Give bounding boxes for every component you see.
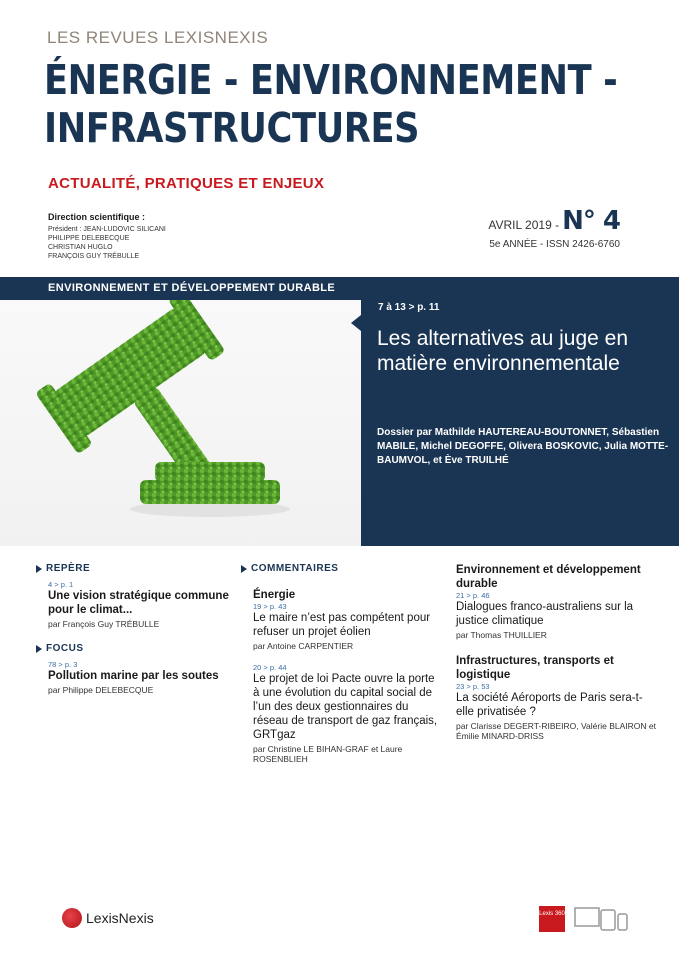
arrow-right-icon — [241, 565, 247, 573]
article-byline: par Philippe DELEBECQUE — [48, 685, 154, 695]
section-header-focus — [36, 643, 238, 654]
green-gavel-icon — [0, 277, 361, 546]
article-title: Le projet de loi Pacte ouvre la porte à une évolution du capital social de l’un des deux gestionnaires du réseau de transport de gaz français, GRTgaz — [253, 673, 438, 741]
article-title: Une vision stratégique commune pour le climat... — [48, 590, 229, 616]
scientific-direction — [48, 212, 166, 261]
section-heading: REPÈRE — [46, 563, 91, 574]
article-title: Le maire n’est pas compétent pour refuser un projet éolien — [253, 612, 431, 638]
hero-authors: Dossier par Mathilde HAUTEREAU-BOUTONNET, Sébastien MABILE, Michel DEGOFFE, Olivera BOSKOVIC, Julia MOTTE-BAUMVOL, et Ève TRUILHÉ — [377, 427, 669, 466]
lexis360-logo: Lexis 360 — [539, 906, 565, 932]
column-env-infra — [456, 563, 656, 741]
journal-title — [44, 56, 617, 152]
hero-ref: 7 à 13 > p. 11 — [378, 302, 440, 313]
article-byline: par Clarisse DEGERT-RIBEIRO, Valérie BLAIRON et Émilie MINARD-DRISS — [456, 721, 656, 741]
section-heading: COMMENTAIRES — [251, 563, 339, 574]
section-header-repere — [36, 563, 238, 574]
issue-date: AVRIL 2019 - — [488, 218, 560, 232]
lexisnexis-logo — [62, 908, 154, 928]
devices-icon — [573, 906, 629, 932]
hero-image — [0, 277, 361, 546]
hero-title: Les alternatives au juge en matière environnementale — [377, 327, 629, 375]
arrow-right-icon — [36, 645, 42, 653]
article-title: Pollution marine par les soutes — [48, 670, 219, 682]
hero-tag: ENVIRONNEMENT ET DÉVELOPPEMENT DURABLE — [0, 277, 361, 300]
issue-year-issn: 5e ANNÉE - ISSN 2426-6760 — [489, 239, 620, 250]
hero-panel — [361, 277, 679, 546]
title-line-2: INFRASTRUCTURES — [44, 104, 420, 152]
column-commentaires — [253, 563, 443, 764]
direction-label: Direction scientifique : — [48, 212, 146, 222]
journal-subtitle: ACTUALITÉ, PRATIQUES ET ENJEUX — [48, 175, 325, 192]
section-header-commentaires — [241, 563, 443, 574]
column-repere-focus — [48, 563, 238, 695]
series-label: LES REVUES LEXISNEXIS — [47, 28, 269, 47]
article-ref: 4 > p. 1 — [48, 580, 74, 589]
hero-section — [0, 277, 679, 546]
category-heading: Infrastructures, transports et logistique — [456, 655, 614, 681]
article-ref: 20 > p. 44 — [253, 663, 287, 672]
issue-number: N° 4 — [562, 206, 620, 236]
article-byline: par François Guy TRÉBULLE — [48, 619, 160, 629]
category-heading: Énergie — [253, 589, 296, 601]
category-heading: Environnement et développement durable — [456, 564, 641, 590]
section-heading: FOCUS — [46, 643, 84, 654]
arrow-right-icon — [36, 565, 42, 573]
article-ref: 78 > p. 3 — [48, 660, 78, 669]
article-ref: 23 > p. 53 — [456, 682, 490, 691]
direction-names — [48, 225, 166, 261]
title-line-1: ÉNERGIE - ENVIRONNEMENT - — [44, 56, 618, 104]
direction-name: PHILIPPE DELEBECQUE — [48, 235, 130, 242]
article-ref: 21 > p. 46 — [456, 591, 490, 600]
lexisnexis-mark-icon — [62, 908, 82, 928]
article-title: Dialogues franco-australiens sur la justice climatique — [456, 601, 634, 627]
article-title: La société Aéroports de Paris sera-t-elle privatisée ? — [456, 692, 643, 718]
article-byline: par Thomas THUILLIER — [456, 630, 547, 640]
article-byline: par Christine LE BIHAN-GRAF et Laure ROSENBLIEH — [253, 744, 403, 764]
direction-name: FRANÇOIS GUY TRÉBULLE — [48, 253, 140, 260]
direction-name: Président : JEAN-LUDOVIC SILICANI — [48, 226, 166, 233]
issue-info — [488, 206, 620, 250]
brand-name: LexisNexis — [86, 910, 154, 926]
article-byline: par Antoine CARPENTIER — [253, 641, 354, 651]
article-ref: 19 > p. 43 — [253, 602, 287, 611]
direction-name: CHRISTIAN HUGLO — [48, 244, 113, 251]
